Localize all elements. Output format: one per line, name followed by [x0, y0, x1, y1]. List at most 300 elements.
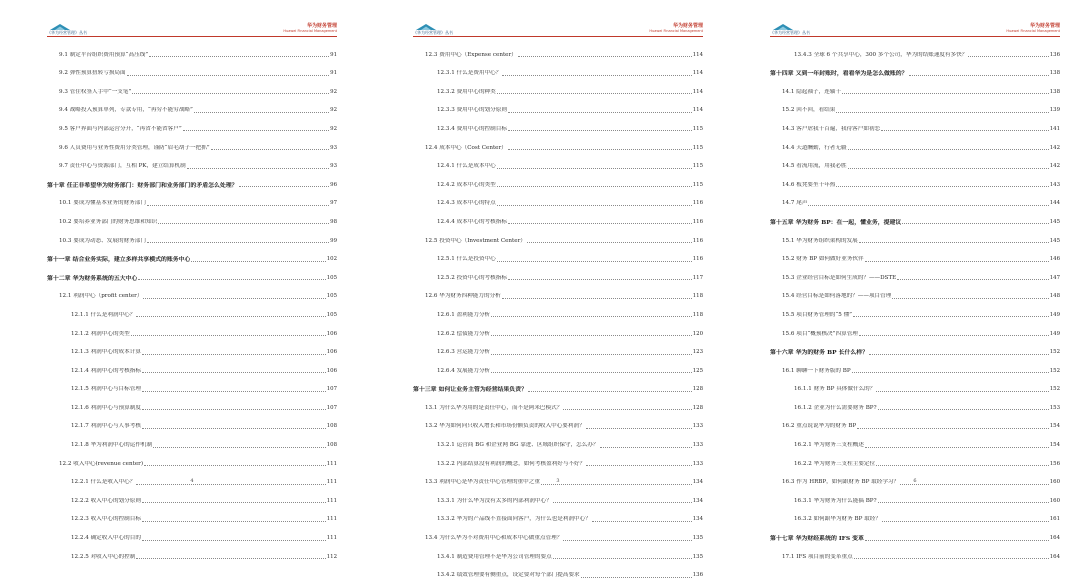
toc-entry-page: 154: [1049, 442, 1060, 449]
toc-entry-page: 108: [326, 423, 337, 430]
toc-entry-title: 10.2 要培养业务部门的财务思维和知识: [59, 218, 158, 225]
toc-section-entry[interactable]: [770, 376, 1060, 395]
toc-section-entry[interactable]: [770, 394, 1060, 413]
dot-leader: [508, 223, 692, 224]
toc-entry-title: 15.5 项目财务管理的“5 懂”: [782, 311, 853, 318]
page-number: 4: [190, 478, 194, 484]
toc-entry-title: 12.6 华为财务四种能力的分析: [425, 293, 501, 300]
toc-entry-page: 92: [330, 125, 337, 132]
dot-leader: [144, 465, 326, 466]
toc-entry-page: 116: [692, 237, 703, 244]
toc-section-entry[interactable]: [413, 413, 703, 432]
toc-section-entry[interactable]: [413, 208, 703, 227]
toc-section-entry[interactable]: [413, 357, 703, 376]
toc-entry-page: 111: [326, 535, 337, 542]
toc-entry-page: 117: [692, 274, 703, 281]
toc-section-entry[interactable]: [47, 78, 337, 97]
dot-leader: [502, 75, 691, 76]
dot-leader: [869, 354, 1049, 355]
toc-section-entry[interactable]: [413, 301, 703, 320]
toc-entry-title: 12.1.5 利润中心与目标管理: [71, 386, 141, 393]
toc-section-entry[interactable]: [47, 134, 337, 153]
toc-section-entry[interactable]: [413, 431, 703, 450]
toc-entry-page: 145: [1049, 237, 1060, 244]
toc-entry-title: 12.2.1 什么是收入中心？: [71, 479, 136, 486]
toc-entry-page: 92: [330, 88, 337, 95]
toc-entry-title: 13.3.2 华为的产品线不直接面向客户，为什么也是利润中心？: [437, 516, 591, 523]
toc-entry-title: 16.3 作为 HRBP，如何跟财务 BP 取经学习？: [782, 479, 900, 486]
toc-entry-title: 13.4.2 绩效管理要有侧重点，设定要对每个部门提高要求: [437, 572, 580, 579]
toc-entry-title: 12.2.4 确定收入中心的目的: [71, 535, 141, 542]
dot-leader: [183, 130, 329, 131]
toc-section-entry[interactable]: [413, 264, 703, 283]
toc-entry-page: 156: [1049, 460, 1060, 467]
toc-chapter-entry[interactable]: [47, 264, 337, 283]
toc-section-entry[interactable]: [413, 227, 703, 246]
dot-leader: [878, 409, 1049, 410]
toc-entry-page: 114: [692, 70, 703, 77]
dot-leader: [848, 168, 1049, 169]
toc-entry-title: 16.2 重点说说华为的财务 BP: [782, 423, 857, 430]
dot-leader: [149, 56, 329, 57]
dot-leader: [491, 335, 692, 336]
dot-leader: [865, 540, 1049, 541]
toc-entry-title: 14.6 板凳要坐十年热: [782, 181, 836, 188]
toc-entry-page: 144: [1049, 200, 1060, 207]
toc-entry-title: 13.3 利润中心是华为责任中心管理的重中之重: [425, 479, 540, 486]
toc-entry-page: 116: [692, 218, 703, 225]
toc-chapter-entry[interactable]: [770, 60, 1060, 79]
toc-entry-title: 第十三章 如何让业务主管为经营结果负责？: [413, 386, 527, 394]
page-header: [413, 22, 703, 37]
toc-entry-page: 118: [692, 293, 703, 300]
toc-section-entry[interactable]: [47, 543, 337, 562]
toc-section-entry[interactable]: [413, 543, 703, 562]
toc-entry-title: 13.4 为什么华为不对费用中心和成本中心做重点管理？: [425, 535, 563, 542]
dot-leader: [142, 391, 326, 392]
toc-section-entry[interactable]: [413, 78, 703, 97]
toc-section-entry[interactable]: [47, 97, 337, 116]
toc-entry-page: 107: [326, 386, 337, 393]
dot-leader: [143, 298, 325, 299]
toc-section-entry[interactable]: [770, 246, 1060, 265]
toc-entry-title: 12.3 费用中心（Expense center）: [425, 51, 517, 58]
dot-leader: [491, 372, 692, 373]
toc-section-entry[interactable]: [413, 339, 703, 358]
toc-section-entry[interactable]: [770, 543, 1060, 562]
toc-entry-page: 164: [1049, 535, 1060, 542]
toc-entry-title: 15.3 企业经营目标是如何生成的？——DSTE: [782, 274, 897, 281]
dot-leader: [508, 279, 692, 280]
toc-entry-title: 12.3.4 费用中心的控制目标: [437, 125, 507, 132]
dot-leader: [142, 540, 326, 541]
toc-page-middle: [413, 22, 703, 579]
toc-entry-title: 10.1 要成为懂基本业务的财务部门: [59, 200, 146, 207]
toc-entry-title: 12.3.3 费用中心的划分原则: [437, 107, 507, 114]
dot-leader: [142, 354, 326, 355]
dot-leader: [865, 447, 1049, 448]
toc-section-entry[interactable]: [413, 487, 703, 506]
dot-leader: [194, 112, 329, 113]
toc-chapter-entry[interactable]: [770, 339, 1060, 358]
toc-entry-title: 15.6 项目“概预核决”四算管理: [782, 330, 858, 337]
toc-section-entry[interactable]: [770, 190, 1060, 209]
dot-leader: [857, 428, 1048, 429]
toc-entry-page: 102: [326, 256, 337, 263]
toc-entry-page: 93: [330, 163, 337, 170]
brand-mark: 华为财务管理 Huawei Financial Management: [283, 23, 337, 33]
toc-entry-page: 128: [692, 404, 703, 411]
toc-entry-title: 12.4 成本中心（Cost Center）: [425, 144, 507, 151]
toc-chapter-entry[interactable]: [47, 171, 337, 190]
dot-leader: [848, 149, 1049, 150]
toc-section-entry[interactable]: [413, 283, 703, 302]
toc-section-entry[interactable]: [770, 153, 1060, 172]
toc-entry-page: 114: [692, 107, 703, 114]
toc-section-entry[interactable]: [770, 431, 1060, 450]
dot-leader: [581, 577, 692, 578]
toc-section-entry[interactable]: [413, 450, 703, 469]
dot-leader: [497, 168, 692, 169]
dot-leader: [586, 465, 691, 466]
toc-entry-page: 115: [692, 163, 703, 170]
toc-entry-title: 12.5.1 什么是投资中心: [437, 256, 496, 263]
toc-entry-page: 98: [330, 218, 337, 225]
toc-entry-title: 9.2 弹性预算扭转亏损局面: [59, 70, 126, 77]
toc-section-entry[interactable]: [413, 562, 703, 580]
toc-entry-page: 160: [1049, 479, 1060, 486]
toc-section-entry[interactable]: [413, 524, 703, 543]
toc-entry-page: 145: [1049, 218, 1060, 225]
toc-entry-page: 115: [692, 181, 703, 188]
toc-section-entry[interactable]: [413, 97, 703, 116]
toc-section-entry[interactable]: [413, 115, 703, 134]
toc-entry-page: 111: [326, 516, 337, 523]
toc-entry-page: 134: [692, 516, 703, 523]
dot-leader: [528, 391, 692, 392]
toc-entry-title: 12.1.3 利润中心的成本计算: [71, 349, 141, 356]
dot-leader: [497, 186, 692, 187]
dot-leader: [497, 261, 692, 262]
toc-entry-page: 118: [692, 311, 703, 318]
toc-section-entry[interactable]: [413, 190, 703, 209]
toc-entry-title: 12.4.3 成本中心的特点: [437, 200, 496, 207]
toc-entry-title: 14.7 尾声: [782, 200, 808, 207]
toc-entry-title: 16.3.2 如何跟华为财务 BP 取经？: [794, 516, 881, 523]
dot-leader: [892, 298, 1048, 299]
toc-entry-title: 12.3.1 什么是费用中心？: [437, 70, 502, 77]
toc-section-entry[interactable]: [770, 115, 1060, 134]
toc-entry-page: 161: [1049, 516, 1060, 523]
toc-entry-title: 9.6 人员费用与业务性费用分类管理，谨防“眉毛胡子一把抓”: [59, 144, 210, 151]
toc-entry-page: 106: [326, 330, 337, 337]
dot-leader: [586, 428, 692, 429]
toc-entry-title: 13.3.1 为什么华为没有太多的内部利润中心？: [437, 497, 552, 504]
page-number: 3: [556, 478, 560, 484]
dot-leader: [142, 409, 326, 410]
toc-entry-page: 148: [1049, 293, 1060, 300]
toc-section-entry[interactable]: [413, 153, 703, 172]
toc-chapter-entry[interactable]: [47, 246, 337, 265]
toc-chapter-entry[interactable]: [413, 376, 703, 395]
toc-entry-page: 141: [1049, 125, 1060, 132]
toc-entry-page: 116: [692, 256, 703, 263]
toc-entry-title: 10.3 要成为动态、发展的财务部门: [59, 237, 146, 244]
toc-section-entry[interactable]: [413, 41, 703, 60]
toc-entry-title: 第十章 任正非希望华为财务部门：财务部门和业务部门的矛盾怎么处理？: [47, 181, 238, 189]
dot-leader: [508, 149, 692, 150]
toc-entry-page: 106: [326, 349, 337, 356]
toc-entry-title: 15.2 回不回，看结果: [782, 107, 836, 114]
dot-leader: [147, 242, 329, 243]
toc-entry-title: 13.4.3 全球 6 个共享中心，300 多个公司，华为的结账速度有多快？: [794, 51, 968, 58]
toc-entry-page: 164: [1049, 553, 1060, 560]
dot-leader: [968, 56, 1048, 57]
toc-entry-page: 152: [1049, 349, 1060, 356]
toc-entry-page: 105: [326, 293, 337, 300]
toc-entry-title: 13.2.2 内部结算没有利润的概念，如何考核盈利好与不好？: [437, 460, 586, 467]
toc-entry-page: 152: [1049, 367, 1060, 374]
toc-entry-title: 14.3 客户虐我千百遍，我待客户如初恋: [782, 125, 881, 132]
toc-entry-page: 134: [692, 497, 703, 504]
dot-leader: [142, 521, 326, 522]
toc-entry-title: 12.4.2 成本中心的类型: [437, 181, 496, 188]
dot-leader: [136, 558, 325, 559]
toc-entry-page: 108: [326, 442, 337, 449]
toc-section-entry[interactable]: [770, 97, 1060, 116]
toc-entry-title: 12.2.3 收入中心的控制目标: [71, 516, 141, 523]
toc-section-entry[interactable]: [413, 246, 703, 265]
toc-section-entry[interactable]: [47, 357, 337, 376]
toc-section-entry[interactable]: [770, 264, 1060, 283]
dot-leader: [508, 130, 692, 131]
toc-section-entry[interactable]: [47, 524, 337, 543]
brand-mark: 华为财务管理 Huawei Financial Management: [1006, 23, 1060, 33]
toc-chapter-entry[interactable]: [770, 208, 1060, 227]
toc-entry-page: 136: [1049, 51, 1060, 58]
toc-entry-title: 12.4.4 成本中心的考核指标: [437, 218, 507, 225]
toc-entry-title: 12.4.1 什么是成本中心: [437, 163, 496, 170]
dot-leader: [836, 186, 1048, 187]
toc-entry-page: 115: [692, 144, 703, 151]
toc-entry-page: 142: [1049, 163, 1060, 170]
toc-section-entry[interactable]: [413, 60, 703, 79]
toc-section-entry[interactable]: [770, 301, 1060, 320]
dot-leader: [518, 56, 692, 57]
toc-section-entry[interactable]: [770, 283, 1060, 302]
toc-entry-page: 135: [692, 553, 703, 560]
toc-entry-title: 14.4 天道酬勤，行者无疆: [782, 144, 847, 151]
dot-leader: [502, 298, 692, 299]
toc-entry-page: 106: [326, 367, 337, 374]
dot-leader: [881, 130, 1049, 131]
toc-section-entry[interactable]: [47, 413, 337, 432]
dot-leader: [563, 409, 691, 410]
toc-section-entry[interactable]: [413, 394, 703, 413]
toc-entry-page: 133: [692, 460, 703, 467]
toc-page-left: [47, 22, 337, 560]
dot-leader: [553, 558, 692, 559]
dot-leader: [142, 502, 326, 503]
toc-entry-title: 12.2 收入中心(revenue center): [59, 460, 143, 467]
toc-entry-page: 111: [326, 497, 337, 504]
dot-leader: [876, 465, 1049, 466]
toc-entry-title: 9.1 制定平台组织费用预算“高压线”: [59, 51, 149, 58]
toc-entry-page: 149: [1049, 330, 1060, 337]
toc-entry-page: 125: [692, 367, 703, 374]
toc-section-entry[interactable]: [770, 78, 1060, 97]
dot-leader: [876, 391, 1048, 392]
toc-section-entry[interactable]: [47, 60, 337, 79]
series-title: 《华为经营管理》丛书: [770, 30, 810, 35]
toc-entry-page: 99: [330, 237, 337, 244]
dot-leader: [836, 112, 1048, 113]
toc-entry-page: 147: [1049, 274, 1060, 281]
dot-leader: [897, 279, 1048, 280]
toc-section-entry[interactable]: [47, 376, 337, 395]
toc-entry-title: 16.1.2 企业为什么需要财务 BP?: [794, 404, 877, 411]
toc-section-entry[interactable]: [47, 301, 337, 320]
toc-section-entry[interactable]: [413, 134, 703, 153]
toc-section-entry[interactable]: [770, 357, 1060, 376]
toc-entry-page: 133: [692, 423, 703, 430]
toc-entry-title: 9.4 战略投入预算单列，专款专用，“再穷不能穷战略”: [59, 107, 193, 114]
toc-entry-page: 135: [692, 535, 703, 542]
toc-entry-page: 134: [692, 479, 703, 486]
toc-entry-page: 116: [692, 200, 703, 207]
toc-entry-title: 12.3.2 费用中心的种类: [437, 88, 496, 95]
toc-section-entry[interactable]: [47, 394, 337, 413]
dot-leader: [859, 242, 1049, 243]
toc-section-entry[interactable]: [47, 41, 337, 60]
dot-leader: [211, 149, 329, 150]
toc-section-entry[interactable]: [770, 450, 1060, 469]
toc-section-entry[interactable]: [47, 320, 337, 339]
toc-section-entry[interactable]: [770, 171, 1060, 190]
dot-leader: [842, 93, 1049, 94]
toc-entry-title: 12.2.2 收入中心的划分原则: [71, 497, 141, 504]
toc-entry-title: 12.6.1 盈利能力分析: [437, 311, 491, 318]
series-title: 《华为经营管理》丛书: [47, 30, 87, 35]
toc-section-entry[interactable]: [47, 190, 337, 209]
dot-leader: [127, 75, 330, 76]
toc-entry-title: 12.5 投资中心（Investment Center）: [425, 237, 526, 244]
toc-section-entry[interactable]: [413, 171, 703, 190]
toc-entry-page: 92: [330, 107, 337, 114]
dot-leader: [563, 540, 691, 541]
toc-section-entry[interactable]: [770, 487, 1060, 506]
dot-leader: [878, 502, 1049, 503]
toc-entry-title: 第十二章 华为财务系统的五大中心: [47, 274, 138, 282]
toc-entry-page: 133: [692, 442, 703, 449]
dot-leader: [508, 112, 692, 113]
dot-leader: [909, 75, 1049, 76]
toc-section-entry[interactable]: [413, 320, 703, 339]
toc-section-entry[interactable]: [770, 320, 1060, 339]
toc-entry-page: 105: [326, 274, 337, 281]
toc-entry-page: 153: [1049, 404, 1060, 411]
toc-entry-title: 14.5 看流用流，用我必胜: [782, 163, 847, 170]
dot-leader: [600, 447, 692, 448]
toc-entry-page: 154: [1049, 423, 1060, 430]
dot-leader: [854, 558, 1049, 559]
toc-entry-page: 115: [692, 125, 703, 132]
toc-section-entry[interactable]: [770, 134, 1060, 153]
dot-leader: [497, 93, 692, 94]
toc-entry-page: 139: [1049, 107, 1060, 114]
toc-entry-page: 114: [692, 51, 703, 58]
dot-leader: [592, 521, 692, 522]
toc-entry-title: 第十五章 华为财务 BP：在一起，懂业务，提建议: [770, 218, 902, 226]
toc-section-entry[interactable]: [770, 41, 1060, 60]
toc-entry-title: 12.6.3 营运能力分析: [437, 349, 491, 356]
toc-entry-title: 第十六章 华为的财务 BP 长什么样？: [770, 349, 869, 357]
dot-leader: [497, 205, 692, 206]
dot-leader: [191, 261, 325, 262]
toc-entry-page: 152: [1049, 386, 1060, 393]
toc-entry-page: 107: [326, 404, 337, 411]
toc-section-entry[interactable]: [770, 227, 1060, 246]
toc-entry-title: 16.2.1 华为财务三支柱概述: [794, 442, 864, 449]
brand-mark: 华为财务管理 Huawei Financial Management: [649, 23, 703, 33]
toc-entry-title: 12.1.2 利润中心的类型: [71, 330, 130, 337]
dot-leader: [491, 354, 692, 355]
series-title: 《华为经营管理》丛书: [413, 30, 453, 35]
toc-entry-title: 12.1.8 华为利润中心的运作机制: [71, 442, 153, 449]
dot-leader: [808, 205, 1048, 206]
toc-section-entry[interactable]: [47, 153, 337, 172]
toc-section-entry[interactable]: [47, 487, 337, 506]
toc-entry-title: 16.1.1 财务 BP 具体做什么的？: [794, 386, 876, 393]
toc-entry-page: 143: [1049, 181, 1060, 188]
toc-entry-page: 160: [1049, 497, 1060, 504]
toc-entry-title: 12.1.1 什么是利润中心？: [71, 311, 136, 318]
dot-leader: [853, 316, 1049, 317]
dot-leader: [491, 316, 692, 317]
toc-entry-title: 第十四章 又到一年封账时，看看华为是怎么做账的？: [770, 70, 908, 78]
toc-entry-page: 136: [692, 572, 703, 579]
toc-entry-title: 第十一章 结合业务实际，建立多样共享模式的账务中心: [47, 256, 191, 264]
toc-section-entry[interactable]: [47, 450, 337, 469]
dot-leader: [553, 502, 692, 503]
toc-entry-page: 96: [330, 181, 337, 188]
toc-entry-title: 12.1.7 利润中心与人事考核: [71, 423, 141, 430]
toc-entry-title: 9.3 管住权签人手中“一支笔”: [59, 88, 132, 95]
toc-section-entry[interactable]: [770, 413, 1060, 432]
toc-section-entry[interactable]: [47, 208, 337, 227]
toc-section-entry[interactable]: [47, 227, 337, 246]
dot-leader: [138, 279, 325, 280]
dot-leader: [131, 335, 326, 336]
dot-leader: [158, 223, 329, 224]
toc-entry-title: 16.1 聊聊一下财务版的 BP: [782, 367, 851, 374]
toc-entry-title: 12.5.2 投资中心的考核指标: [437, 274, 507, 281]
toc-entry-title: 13.2 华为如何向只收入增长和市场份额负责的收入中心要利润？: [425, 423, 585, 430]
dot-leader: [852, 372, 1049, 373]
dot-leader: [239, 186, 330, 187]
toc-entry-page: 149: [1049, 311, 1060, 318]
dot-leader: [153, 447, 326, 448]
toc-section-entry[interactable]: [47, 339, 337, 358]
toc-entry-page: 91: [330, 51, 337, 58]
toc-entry-title: 12.1.4 利润中心的考核指标: [71, 367, 141, 374]
dot-leader: [187, 168, 329, 169]
toc-section-entry[interactable]: [47, 283, 337, 302]
toc-entry-page: 93: [330, 144, 337, 151]
toc-chapter-entry[interactable]: [770, 524, 1060, 543]
toc-section-entry[interactable]: [47, 431, 337, 450]
toc-section-entry[interactable]: [47, 115, 337, 134]
